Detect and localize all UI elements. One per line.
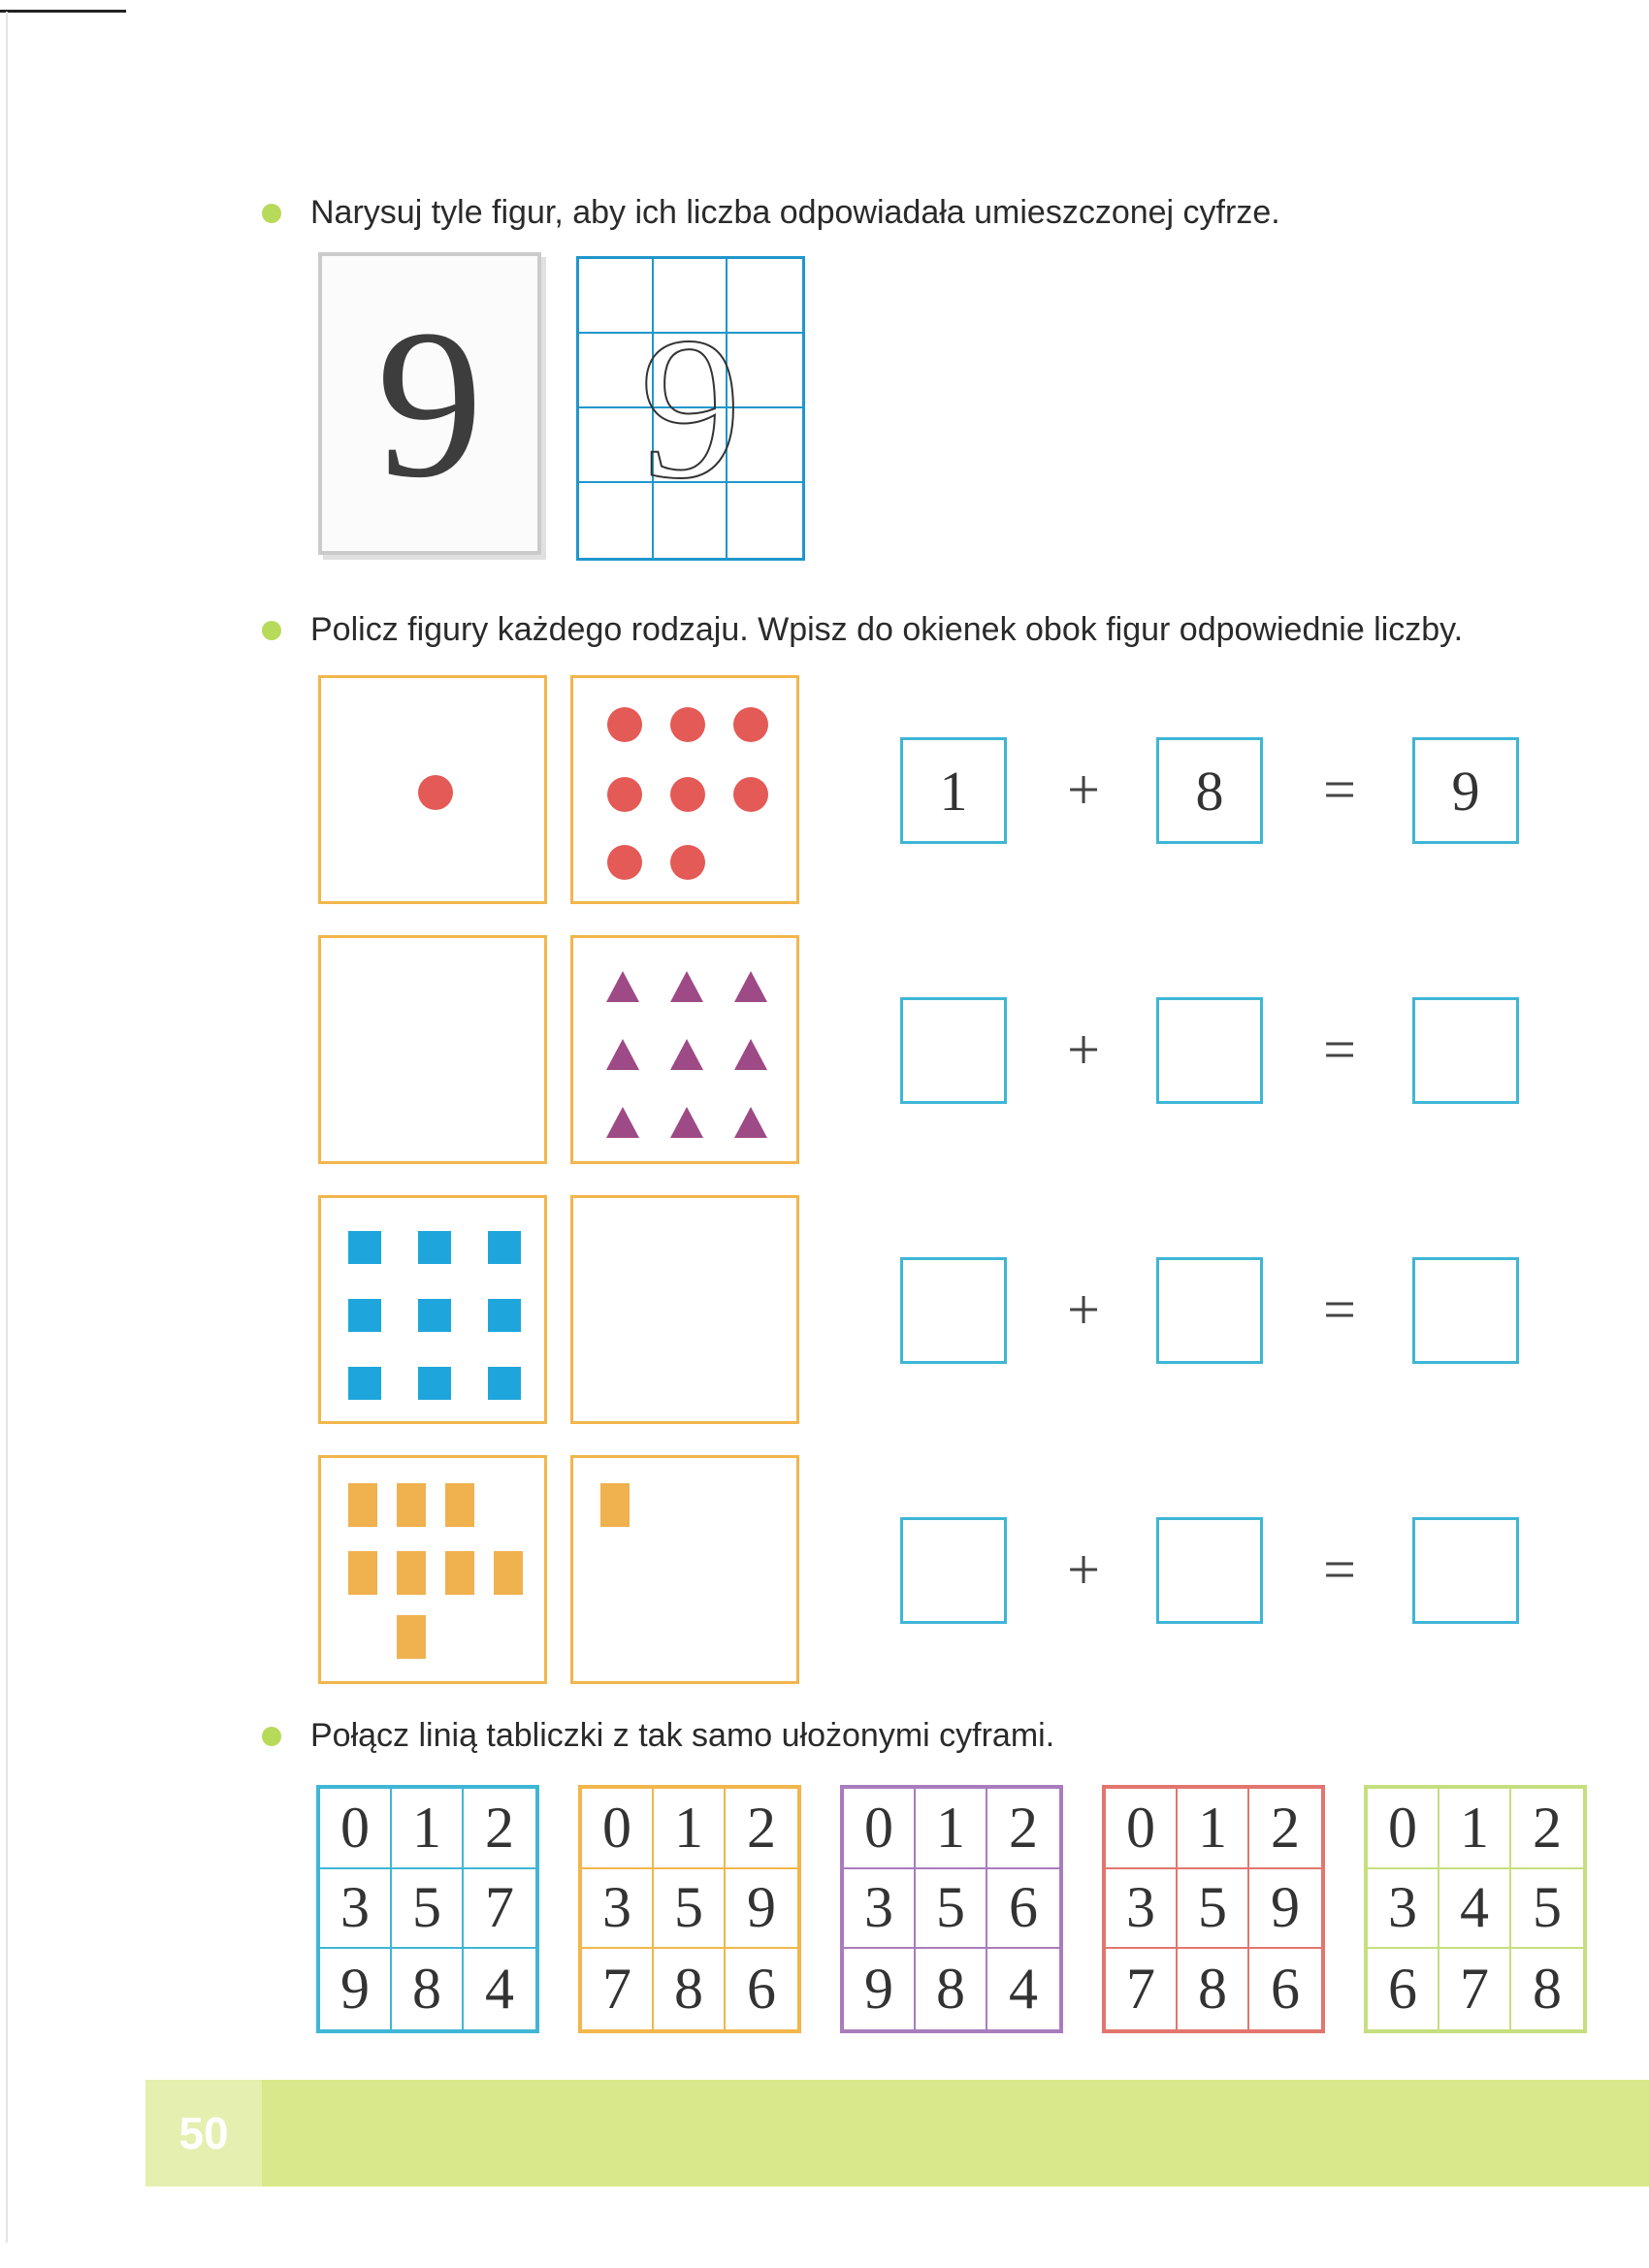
answer-box[interactable] [900, 1517, 1007, 1624]
rectangle-shape [397, 1483, 426, 1527]
number-table[interactable] [316, 1785, 539, 2033]
rectangle-shape [494, 1551, 523, 1595]
table-cell: 2 [726, 1789, 797, 1869]
number-table[interactable] [840, 1785, 1063, 2033]
square-shape [488, 1299, 521, 1332]
table-cell: 1 [1439, 1789, 1511, 1869]
rectangle-shape [348, 1483, 377, 1527]
square-shape [488, 1367, 521, 1400]
digit-card-number: 9 [376, 285, 483, 522]
figure-box-left[interactable] [318, 935, 547, 1164]
triangle-shape [670, 1039, 703, 1070]
answer-box[interactable]: 8 [1156, 737, 1263, 844]
circle-shape [670, 845, 705, 880]
plus-sign: + [1067, 1018, 1100, 1082]
rectangle-shape [600, 1483, 630, 1527]
table-cell: 7 [582, 1949, 654, 2029]
page-edge [6, 12, 8, 2243]
circle-shape [418, 775, 453, 810]
answer-box[interactable]: 9 [1412, 737, 1519, 844]
triangle-shape [734, 1039, 767, 1070]
circle-shape [607, 707, 642, 742]
triangle-shape [606, 1039, 639, 1070]
corner-rule [0, 10, 126, 13]
circle-shape [607, 845, 642, 880]
circle-shape [733, 777, 768, 812]
table-cell: 8 [1178, 1949, 1249, 2029]
table-cell: 4 [1439, 1869, 1511, 1950]
answer-box[interactable] [900, 997, 1007, 1104]
table-cell: 5 [1511, 1869, 1583, 1950]
table-cell: 7 [464, 1869, 535, 1950]
page-number: 50 [178, 2108, 229, 2158]
equals-sign: = [1323, 1278, 1356, 1342]
square-shape [488, 1231, 521, 1264]
table-cell: 8 [654, 1949, 726, 2029]
equals-sign: = [1323, 1018, 1356, 1082]
table-cell: 2 [987, 1789, 1059, 1869]
table-cell: 1 [654, 1789, 726, 1869]
triangle-shape [734, 971, 767, 1002]
table-cell: 0 [320, 1789, 392, 1869]
triangle-shape [606, 971, 639, 1002]
table-cell: 1 [916, 1789, 987, 1869]
figure-box-right[interactable] [570, 1455, 799, 1684]
circle-shape [670, 777, 705, 812]
equals-sign: = [1323, 1538, 1356, 1602]
table-cell: 7 [1439, 1949, 1511, 2029]
table-cell: 5 [654, 1869, 726, 1950]
table-cell: 9 [1249, 1869, 1321, 1950]
page-number-tab [146, 2080, 262, 2187]
table-cell: 6 [1271, 1957, 1300, 2022]
circle-shape [607, 777, 642, 812]
table-cell: 0 [1368, 1789, 1439, 1869]
table-cell: 3 [582, 1869, 654, 1950]
rectangle-shape [397, 1551, 426, 1595]
answer-box[interactable] [900, 1257, 1007, 1364]
square-shape [418, 1231, 451, 1264]
square-shape [418, 1367, 451, 1400]
number-table[interactable] [1364, 1785, 1587, 2033]
figure-box-left[interactable] [318, 1195, 547, 1424]
table-cell: 3 [844, 1869, 916, 1950]
table-cell: 7 [1106, 1949, 1178, 2029]
answer-box[interactable] [1412, 1257, 1519, 1364]
rectangle-shape [445, 1483, 474, 1527]
figure-box-right[interactable] [570, 935, 799, 1164]
triangle-shape [734, 1107, 767, 1138]
figure-box-left[interactable] [318, 675, 547, 904]
table-cell: 9 [726, 1869, 797, 1950]
table-cell: 8 [916, 1949, 987, 2029]
digit-card [318, 252, 541, 555]
table-cell: 6 [987, 1869, 1059, 1950]
table-cell: 2 [1249, 1789, 1321, 1869]
plus-sign: + [1067, 1278, 1100, 1342]
square-shape [348, 1367, 381, 1400]
answer-box[interactable] [1412, 997, 1519, 1104]
answer-box[interactable] [1156, 997, 1263, 1104]
footer-band [146, 2080, 1649, 2187]
table-cell: 8 [392, 1949, 464, 2029]
triangle-shape [670, 1107, 703, 1138]
answer-box[interactable] [1156, 1517, 1263, 1624]
table-cell: 9 [844, 1949, 916, 2029]
answer-box[interactable] [1156, 1257, 1263, 1364]
table-cell: 3 [320, 1869, 392, 1950]
square-shape [348, 1231, 381, 1264]
table-cell: 0 [582, 1789, 654, 1869]
plus-sign: + [1067, 758, 1100, 822]
table-cell: 0 [1106, 1789, 1178, 1869]
rectangle-shape [397, 1615, 426, 1659]
equals-sign: = [1323, 758, 1356, 822]
table-cell: 2 [464, 1789, 535, 1869]
figure-box-right[interactable] [570, 1195, 799, 1424]
instruction-text: Policz figury każdego rodzaju. Wpisz do okienek obok figur odpowiednie liczby. [310, 611, 1464, 648]
table-cell: 5 [392, 1869, 464, 1950]
tracing-digit-outline: 9 [639, 295, 742, 521]
tracing-grid[interactable] [576, 256, 805, 561]
square-shape [418, 1299, 451, 1332]
instruction-text: Narysuj tyle figur, aby ich liczba odpowiadała umieszczonej cyfrze. [310, 194, 1280, 231]
instruction-count [262, 611, 1463, 649]
circle-shape [670, 707, 705, 742]
square-shape [348, 1299, 381, 1332]
instruction-connect [262, 1717, 1054, 1755]
table-cell: 5 [916, 1869, 987, 1950]
bullet-icon [262, 1727, 281, 1746]
triangle-shape [670, 971, 703, 1002]
instruction-text: Połącz linią tabliczki z tak samo ułożonymi cyframi. [310, 1717, 1055, 1754]
answer-box[interactable] [1412, 1517, 1519, 1624]
triangle-shape [606, 1107, 639, 1138]
circle-shape [733, 707, 768, 742]
table-cell: 6 [1368, 1949, 1439, 2029]
plus-sign: + [1067, 1538, 1100, 1602]
instruction-draw [262, 194, 1280, 232]
number-table[interactable] [1102, 1785, 1325, 2033]
figure-box-right[interactable] [570, 675, 799, 904]
rectangle-shape [348, 1551, 377, 1595]
table-cell: 1 [1178, 1789, 1249, 1869]
table-cell: 4 [1009, 1957, 1038, 2022]
bullet-icon [262, 621, 281, 640]
rectangle-shape [445, 1551, 474, 1595]
table-cell: 1 [392, 1789, 464, 1869]
table-cell: 0 [844, 1789, 916, 1869]
figure-box-left[interactable] [318, 1455, 547, 1684]
table-cell: 3 [1368, 1869, 1439, 1950]
table-cell: 4 [485, 1957, 514, 2022]
number-table[interactable] [578, 1785, 801, 2033]
table-cell: 3 [1106, 1869, 1178, 1950]
table-cell: 2 [1511, 1789, 1583, 1869]
answer-box[interactable]: 1 [900, 737, 1007, 844]
table-cell: 9 [320, 1949, 392, 2029]
table-cell: 6 [747, 1957, 776, 2022]
table-cell: 8 [1533, 1957, 1562, 2022]
bullet-icon [262, 204, 281, 223]
table-cell: 5 [1178, 1869, 1249, 1950]
